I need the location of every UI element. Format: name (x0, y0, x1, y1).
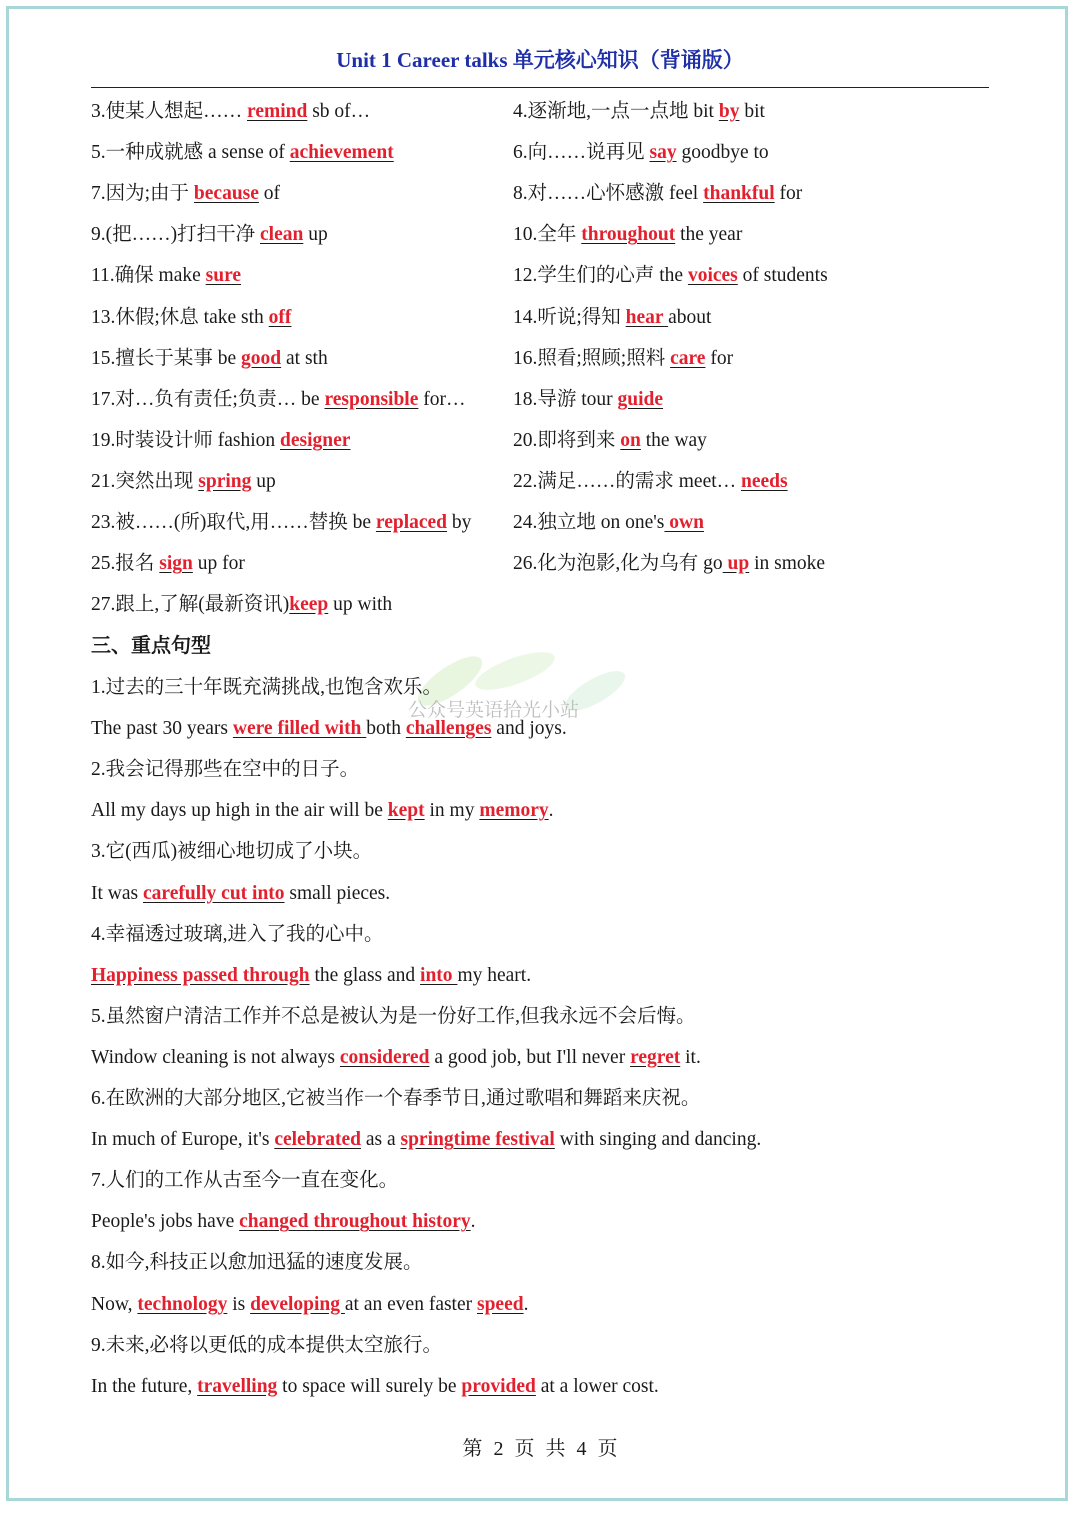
sentence-text: The past 30 years (91, 718, 233, 740)
phrase-prompt: 3.使某人想起…… (91, 101, 248, 122)
sentence-english (91, 1293, 528, 1317)
phrase-tail: up with (328, 594, 393, 616)
sentence-chinese: 1.过去的三十年既充满挑战,也饱含欢乐。 (91, 677, 443, 698)
phrase-prompt: 12.学生们的心声 the (513, 265, 688, 287)
sentence-text: All my days up high in the air will be (91, 800, 388, 822)
sentence-text: People's jobs have (91, 1211, 240, 1233)
phrase-answer: remind (247, 101, 308, 122)
sentence-text: in my (424, 800, 480, 822)
phrase-item (91, 511, 471, 535)
phrase-item (91, 182, 280, 206)
phrase-item (513, 264, 828, 288)
phrase-tail: up for (192, 553, 245, 575)
phrase-prompt: 25.报名 (91, 553, 160, 575)
sentence-answer: into (420, 964, 458, 986)
phrase-tail: in smoke (749, 553, 826, 575)
sentence-chinese: 2.我会记得那些在空中的日子。 (91, 759, 360, 781)
phrase-prompt: 17.对…负有责任;负责… be (91, 388, 325, 410)
phrase-answer: needs (741, 470, 788, 492)
sentence-text: In the future, (91, 1375, 198, 1397)
phrase-prompt: 21.突然出现 (91, 470, 199, 492)
sentence-answer: Happiness passed through (91, 964, 310, 986)
header-divider (91, 87, 989, 88)
phrase-tail: sb of… (307, 101, 371, 122)
phrase-item (91, 347, 328, 371)
sentence-chinese: 8.如今,科技正以愈加迅猛的速度发展。 (91, 1252, 423, 1274)
phrase-answer: guide (617, 388, 664, 410)
sentence-chinese: 4.幸福透过玻璃,进入了我的心中。 (91, 923, 384, 945)
phrase-tail: for… (418, 388, 466, 410)
phrase-tail: for (774, 183, 803, 205)
watermark-text: 公众号英语拾光小站 (408, 699, 580, 721)
phrase-prompt: 4.逐渐地,一点一点地 bit (513, 101, 719, 122)
phrase-answer: achievement (289, 142, 394, 164)
phrase-answer: care (670, 347, 706, 369)
phrase-item (91, 429, 350, 453)
sentence-answer: speed (477, 1293, 524, 1315)
phrase-prompt: 5.一种成就感 a sense of (91, 142, 290, 164)
phrase-item (513, 429, 707, 453)
sentence-text: it. (680, 1046, 701, 1068)
phrase-answer: up (722, 553, 750, 575)
phrase-prompt: 20.即将到来 (513, 429, 621, 451)
sentence-answer: regret (630, 1046, 681, 1068)
sentence-text: with singing and dancing. (554, 1129, 762, 1151)
phrase-item (513, 511, 704, 535)
sentence-text: In much of Europe, it's (91, 1129, 275, 1151)
section-title: 三、重点句型 (91, 635, 211, 657)
phrase-answer: clean (260, 224, 304, 246)
phrase-answer: sure (205, 265, 242, 287)
phrase-tail: of students (737, 265, 828, 287)
sentence-text: small pieces. (284, 882, 391, 904)
sentence-text: . (548, 800, 554, 822)
sentence-answer: challenges (405, 718, 492, 740)
phrase-answer: voices (687, 265, 738, 287)
sentence-answer: springtime festival (400, 1129, 555, 1151)
sentence-english (91, 1210, 476, 1234)
sentence-english (91, 882, 390, 906)
phrase-item (513, 100, 765, 124)
phrase-item (513, 470, 788, 494)
sentence-answer: celebrated (274, 1129, 361, 1151)
sentence-english (91, 1128, 761, 1152)
phrase-prompt: 19.时装设计师 fashion (91, 429, 281, 451)
phrase-tail: goodbye to (676, 142, 769, 164)
phrase-tail: bit (739, 101, 765, 122)
phrase-prompt: 24.独立地 on one's (513, 512, 665, 533)
sentence-english (91, 964, 531, 988)
phrase-answer: spring (198, 470, 252, 492)
phrase-prompt: 11.确保 make (91, 265, 206, 287)
sentence-text: . (470, 1211, 476, 1233)
sentence-chinese: 7.人们的工作从古至今一直在变化。 (91, 1170, 399, 1192)
phrase-answer: designer (280, 429, 351, 451)
sentence-text: my heart. (457, 964, 532, 986)
phrase-item (513, 306, 711, 330)
sentence-english (91, 799, 554, 823)
phrase-prompt: 14.听说;得知 (513, 306, 626, 328)
sentence-answer: carefully cut into (143, 882, 285, 904)
phrase-item (91, 593, 392, 617)
phrase-answer: off (268, 306, 292, 328)
sentence-answer: developing (250, 1293, 345, 1315)
phrase-answer: replaced (375, 512, 448, 533)
sentence-text: . (523, 1293, 529, 1315)
phrase-prompt: 18.导游 tour (513, 388, 618, 410)
sentence-answer: travelling (197, 1375, 278, 1397)
phrase-answer: sign (159, 553, 193, 575)
phrase-prompt: 8.对……心怀感激 feel (513, 183, 704, 205)
phrase-prompt: 7.因为;由于 (91, 183, 194, 205)
phrase-item (91, 141, 394, 165)
sentence-chinese: 3.它(西瓜)被细心地切成了小块。 (91, 841, 373, 863)
phrase-item (513, 141, 769, 165)
phrase-answer: thankful (703, 183, 775, 205)
phrase-answer: because (193, 183, 259, 205)
phrase-prompt: 16.照看;照顾;照料 (513, 347, 671, 369)
page-number: 第 2 页 共 4 页 (462, 1438, 618, 1460)
phrase-item (513, 182, 802, 206)
sentence-answer: technology (137, 1293, 228, 1315)
sentence-text: a good job, but I'll never (429, 1046, 631, 1068)
sentence-text: Window cleaning is not always (91, 1046, 340, 1068)
phrase-item (91, 552, 245, 576)
phrase-tail: by (447, 512, 472, 533)
sentence-answer: memory (479, 800, 549, 822)
phrase-item (91, 223, 328, 247)
phrase-item (513, 223, 742, 247)
phrase-item (513, 347, 733, 371)
phrase-prompt: 6.向……说再见 (513, 142, 650, 164)
sentence-text: It was (91, 882, 143, 904)
phrase-item (91, 100, 370, 124)
sentence-text: to space will surely be (277, 1375, 462, 1397)
sentence-answer: were filled with (232, 718, 367, 740)
sentence-answer: kept (387, 800, 425, 822)
sentence-answer: considered (339, 1046, 430, 1068)
phrase-tail: the year (675, 224, 743, 246)
phrase-prompt: 23.被……(所)取代,用……替换 be (91, 512, 376, 533)
sentence-text: and joys. (491, 718, 567, 740)
phrase-answer: good (241, 347, 282, 369)
sentence-chinese: 5.虽然窗户清洁工作并不总是被认为是一份好工作,但我永远不会后悔。 (91, 1005, 696, 1027)
phrase-item (91, 470, 276, 494)
phrase-answer: hear (625, 306, 669, 328)
phrase-prompt: 26.化为泡影,化为乌有 go (513, 553, 723, 575)
phrase-answer: say (649, 142, 677, 164)
phrase-tail: for (705, 347, 734, 369)
phrase-tail: at sth (281, 347, 328, 369)
phrase-answer: responsible (324, 388, 419, 410)
phrase-answer: throughout (581, 224, 676, 246)
phrase-answer: on (620, 429, 641, 451)
phrase-answer: by (718, 101, 740, 122)
sentence-text: both (366, 718, 406, 740)
sentence-answer: changed throughout history (239, 1211, 471, 1233)
sentence-chinese: 6.在欧洲的大部分地区,它被当作一个春季节日,通过歌唱和舞蹈来庆祝。 (91, 1088, 701, 1109)
sentence-text: at a lower cost. (535, 1375, 659, 1397)
phrase-prompt: 13.休假;休息 take sth (91, 306, 269, 328)
sentence-text: at an even faster (344, 1293, 477, 1315)
phrase-item (91, 388, 466, 412)
phrase-item (91, 306, 291, 330)
sentence-text: as a (360, 1129, 401, 1151)
sentence-answer: provided (461, 1375, 536, 1397)
phrase-item (513, 388, 663, 412)
phrase-tail: up (303, 224, 328, 246)
page-title: Unit 1 Career talks 单元核心知识（背诵版） (336, 48, 744, 72)
phrase-answer: own (664, 512, 704, 533)
phrase-prompt: 10.全年 (513, 224, 582, 246)
sentence-text: the glass and (309, 964, 421, 986)
phrase-item (91, 264, 241, 288)
phrase-tail: up (251, 470, 276, 492)
phrase-prompt: 9.(把……)打扫干净 (91, 224, 260, 246)
phrase-prompt: 22.满足……的需求 meet… (513, 470, 742, 492)
sentence-english (91, 1046, 701, 1070)
sentence-chinese: 9.未来,必将以更低的成本提供太空旅行。 (91, 1334, 443, 1356)
sentence-english (91, 1375, 659, 1399)
phrase-prompt: 15.擅长于某事 be (91, 347, 242, 369)
phrase-item (513, 552, 825, 576)
phrase-tail: of (258, 183, 281, 205)
sentence-english (91, 717, 567, 741)
phrase-prompt: 27.跟上,了解(最新资讯) (91, 594, 290, 616)
phrase-answer: keep (289, 594, 329, 616)
phrase-tail: the way (640, 429, 707, 451)
sentence-text: Now, (91, 1293, 138, 1315)
phrase-tail: about (668, 306, 712, 328)
sentence-text: is (227, 1293, 251, 1315)
